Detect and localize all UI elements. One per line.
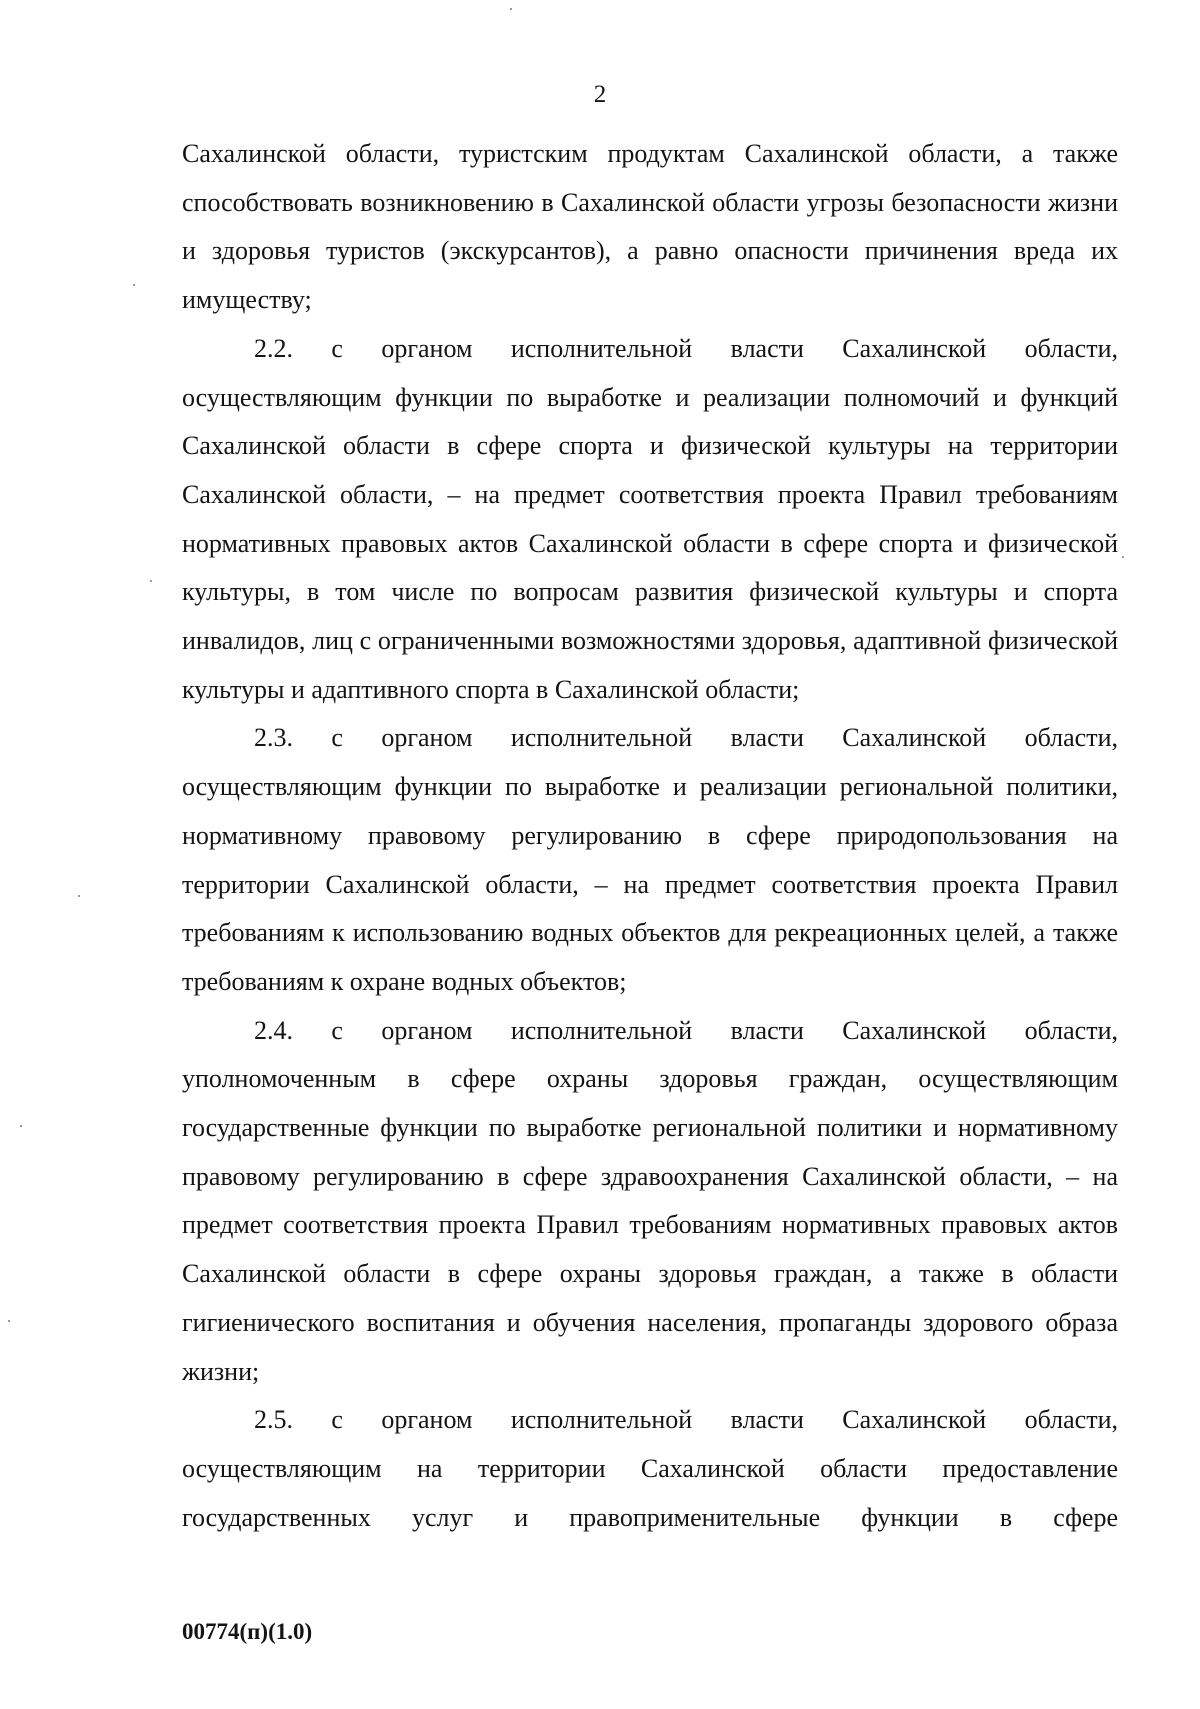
scan-speck bbox=[1122, 556, 1124, 558]
scan-speck bbox=[20, 1125, 22, 1127]
document-body bbox=[182, 130, 1118, 1542]
page-number: 2 bbox=[593, 81, 607, 108]
paragraph-2-2: 2.2. с органом исполнительной власти Сахалинской области, осуществляющим функции по выработке и реализации полномочий и функций Сахалинской области в сфере спорта и физической культуры на территории Сахалинской области, – на предмет соответствия проекта Правил требованиям нормативных правовых актов Сахалинской области в сфере спорта и физической культуры, в том числе по вопросам развития физической культуры и спорта инвалидов, лиц с ограниченными возможностями здоровья, адаптивной физической культуры и адаптивного спорта в Сахалинской области; bbox=[182, 333, 1118, 704]
scan-speck bbox=[8, 1320, 10, 1322]
document-code: 00774(п)(1.0) bbox=[182, 1619, 313, 1644]
paragraph-continuation: Сахалинской области, туристским продуктам Сахалинской области, а также способствовать возникновению в Сахалинской области угрозы безопасности жизни и здоровья туристов (экскурсантов), а равно опасности причинения вреда их имуществу; bbox=[182, 139, 1118, 315]
scan-speck bbox=[510, 8, 512, 10]
scan-speck bbox=[150, 580, 152, 582]
paragraph-2-4: 2.4. с органом исполнительной власти Сахалинской области, уполномоченным в сфере охраны здоровья граждан, осуществляющим государственные функции по выработке региональной политики и нормативному правовому регулированию в сфере здравоохранения Сахалинской области, – на предмет соответствия проекта Правил требованиям нормативных правовых актов Сахалинской области в сфере охраны здоровья граждан, а также в области гигиенического воспитания и обучения населения, пропаганды здорового образа жизни; bbox=[182, 1015, 1118, 1386]
paragraph-2-3: 2.3. с органом исполнительной власти Сахалинской области, осуществляющим функции по выработке и реализации региональной политики, нормативному правовому регулированию в сфере природопользования на территории Сахалинской области, – на предмет соответствия проекта Правил требованиям к использованию водных объектов для рекреационных целей, а также требованиям к охране водных объектов; bbox=[182, 723, 1118, 996]
paragraph-2-5: 2.5. с органом исполнительной власти Сахалинской области, осуществляющим на территории Сахалинской области предоставление государственных услуг и правоприменительные функции в сфере bbox=[182, 1405, 1118, 1532]
scan-speck bbox=[133, 284, 135, 286]
scan-speck bbox=[78, 895, 80, 897]
